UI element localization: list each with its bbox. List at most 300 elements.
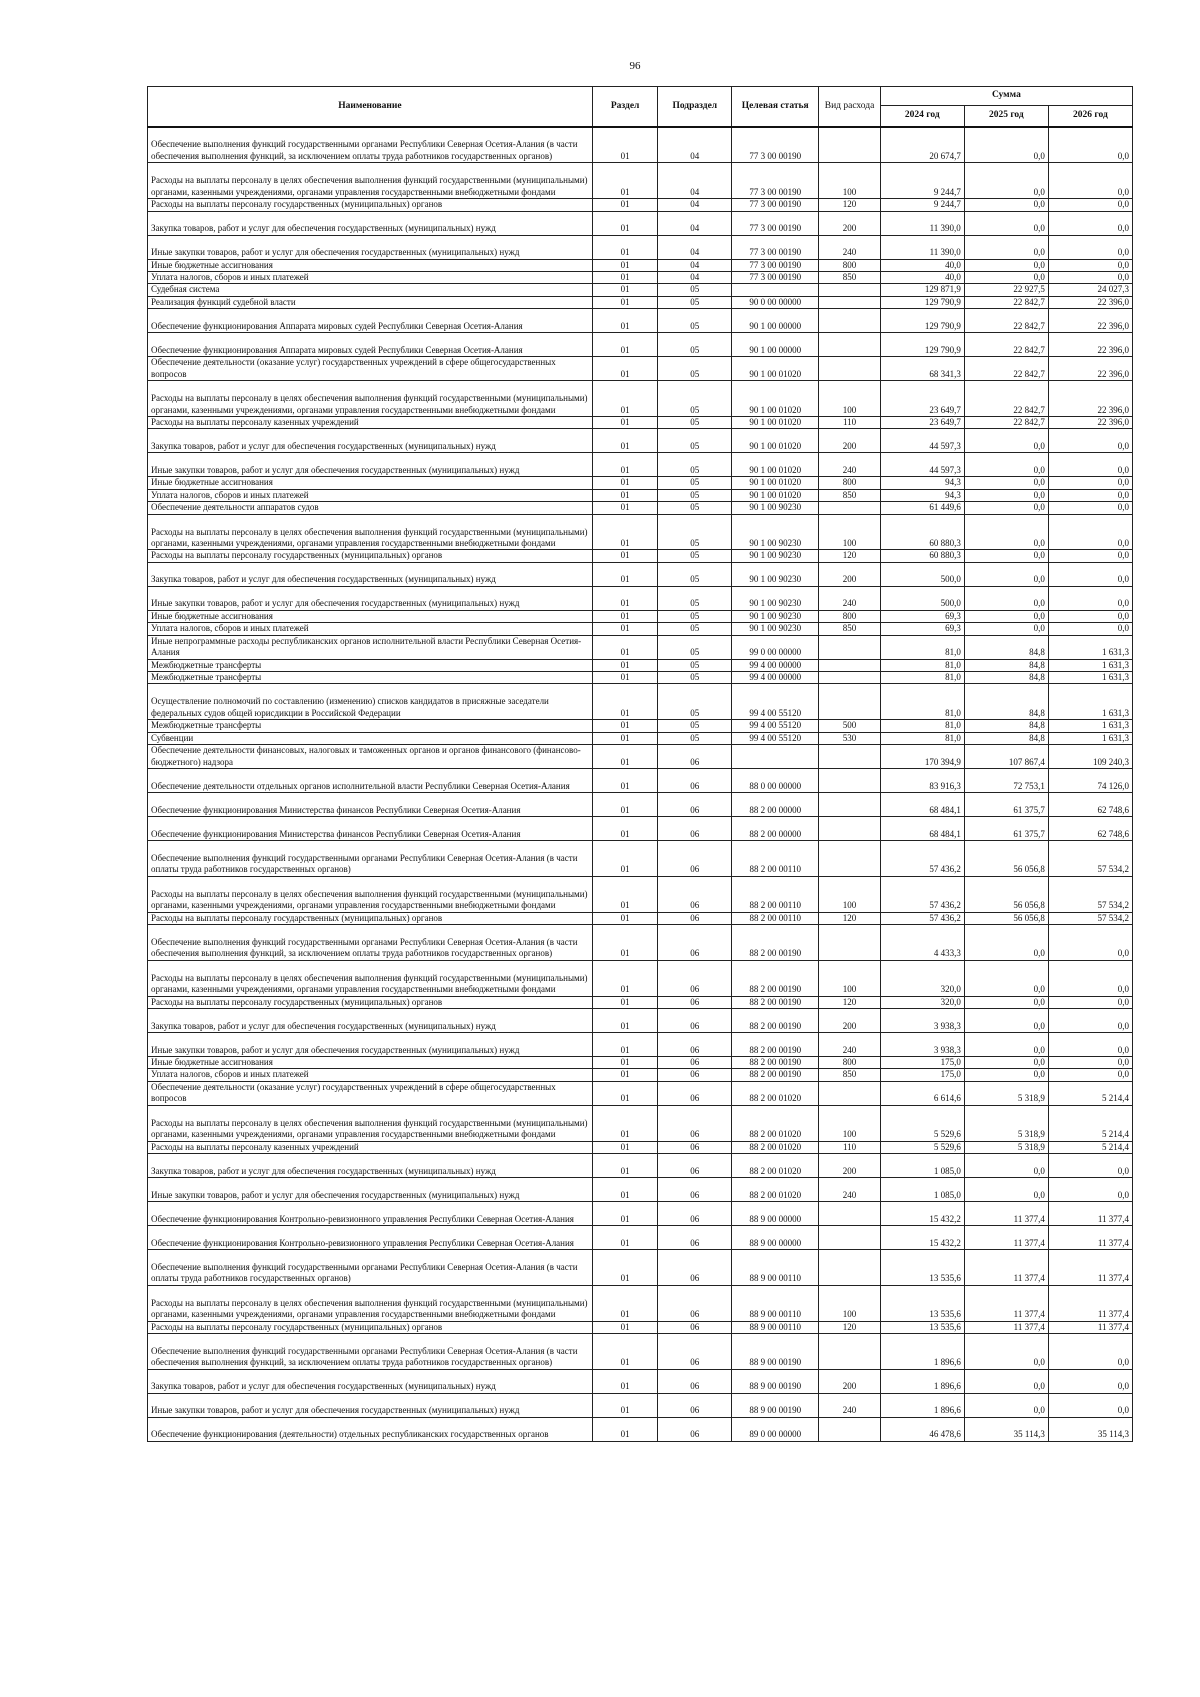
row-subsection: 06 [658, 1369, 732, 1393]
row-value-2026: 0,0 [1048, 502, 1132, 514]
row-value-2025: 0,0 [964, 1393, 1048, 1417]
row-value-2024: 57 436,2 [880, 876, 964, 912]
table-row [148, 1032, 1133, 1056]
row-expense-type: 200 [819, 211, 880, 235]
row-expense-type: 800 [819, 477, 880, 489]
row-value-2026: 35 114,3 [1048, 1417, 1132, 1441]
table-row [148, 1081, 1133, 1105]
row-value-2026: 5 214,4 [1048, 1081, 1132, 1105]
row-value-2025: 0,0 [964, 1069, 1048, 1081]
row-expense-type [819, 502, 880, 514]
row-subsection: 05 [658, 514, 732, 550]
row-name: Иные непрограммные расходы республиканских органов исполнительной власти Республики Северная Осетия-Алания [148, 635, 593, 659]
row-expense-type: 100 [819, 163, 880, 199]
row-section: 01 [592, 876, 658, 912]
row-name: Обеспечение деятельности финансовых, налоговых и таможенных органов и органов финансового (финансово-бюджетного) надзора [148, 744, 593, 768]
table-row [148, 1250, 1133, 1286]
row-subsection: 06 [658, 1032, 732, 1056]
row-subsection: 05 [658, 296, 732, 308]
row-value-2026: 0,0 [1048, 960, 1132, 996]
row-section: 01 [592, 562, 658, 586]
table-row [148, 477, 1133, 489]
row-subsection: 06 [658, 1250, 732, 1286]
row-target: 77 3 00 00190 [732, 235, 819, 259]
table-row [148, 996, 1133, 1008]
row-target: 90 1 00 90230 [732, 514, 819, 550]
row-subsection: 06 [658, 960, 732, 996]
row-value-2025: 0,0 [964, 960, 1048, 996]
row-name: Иные бюджетные ассигнования [148, 1056, 593, 1068]
row-value-2025: 22 842,7 [964, 309, 1048, 333]
row-subsection: 06 [658, 792, 732, 816]
row-value-2026: 0,0 [1048, 1369, 1132, 1393]
row-value-2024: 69,3 [880, 623, 964, 635]
table-row [148, 1154, 1133, 1178]
row-value-2025: 0,0 [964, 996, 1048, 1008]
row-name: Иные закупки товаров, работ и услуг для обеспечения государственных (муниципальных) нужд [148, 586, 593, 610]
row-expense-type [819, 333, 880, 357]
row-target: 88 2 00 00000 [732, 816, 819, 840]
row-expense-type: 200 [819, 562, 880, 586]
row-target: 88 0 00 00000 [732, 768, 819, 792]
table-row [148, 1369, 1133, 1393]
row-expense-type: 240 [819, 1032, 880, 1056]
table-row [148, 960, 1133, 996]
row-value-2024: 175,0 [880, 1056, 964, 1068]
row-value-2024: 13 535,6 [880, 1321, 964, 1333]
row-value-2025: 84,8 [964, 671, 1048, 683]
row-name: Обеспечение выполнения функций государственными органами Республики Северная Осетия-Алания (в части оплаты труда работников государственных органов) [148, 1250, 593, 1286]
row-value-2025: 0,0 [964, 211, 1048, 235]
row-value-2024: 13 535,6 [880, 1285, 964, 1321]
row-section: 01 [592, 635, 658, 659]
row-value-2024: 81,0 [880, 671, 964, 683]
row-section: 01 [592, 996, 658, 1008]
row-value-2025: 84,8 [964, 659, 1048, 671]
row-value-2025: 0,0 [964, 259, 1048, 271]
row-section: 01 [592, 502, 658, 514]
row-expense-type: 120 [819, 912, 880, 924]
row-name: Иные закупки товаров, работ и услуг для обеспечения государственных (муниципальных) нужд [148, 1178, 593, 1202]
row-expense-type: 100 [819, 381, 880, 417]
row-target [732, 284, 819, 296]
row-value-2025: 0,0 [964, 562, 1048, 586]
row-value-2026: 0,0 [1048, 1393, 1132, 1417]
row-expense-type: 200 [819, 429, 880, 453]
row-name: Расходы на выплаты персоналу государственных (муниципальных) органов [148, 996, 593, 1008]
row-name: Обеспечение выполнения функций государственными органами Республики Северная Осетия-Алания (в части оплаты труда работников государственных органов) [148, 840, 593, 876]
row-section: 01 [592, 357, 658, 381]
row-target: 88 2 00 01020 [732, 1154, 819, 1178]
row-name: Обеспечение функционирования Аппарата мировых судей Республики Северная Осетия-Алания [148, 333, 593, 357]
row-name: Обеспечение функционирования Министерства финансов Республики Северная Осетия-Алания [148, 792, 593, 816]
row-value-2024: 5 529,6 [880, 1105, 964, 1141]
row-name: Закупка товаров, работ и услуг для обеспечения государственных (муниципальных) нужд [148, 1154, 593, 1178]
row-name: Межбюджетные трансферты [148, 659, 593, 671]
row-value-2025: 56 056,8 [964, 912, 1048, 924]
table-row [148, 333, 1133, 357]
row-expense-type [819, 357, 880, 381]
row-name: Закупка товаров, работ и услуг для обеспечения государственных (муниципальных) нужд [148, 429, 593, 453]
row-target: 90 1 00 01020 [732, 489, 819, 501]
row-expense-type: 240 [819, 1178, 880, 1202]
row-value-2026: 57 534,2 [1048, 840, 1132, 876]
row-value-2024: 129 871,9 [880, 284, 964, 296]
row-section: 01 [592, 1369, 658, 1393]
row-value-2024: 129 790,9 [880, 296, 964, 308]
row-value-2025: 0,0 [964, 477, 1048, 489]
row-expense-type [819, 296, 880, 308]
row-value-2026: 1 631,3 [1048, 720, 1132, 732]
row-section: 01 [592, 671, 658, 683]
table-row [148, 623, 1133, 635]
row-name: Расходы на выплаты персоналу государственных (муниципальных) органов [148, 199, 593, 211]
row-value-2025: 0,0 [964, 502, 1048, 514]
row-target: 90 1 00 01020 [732, 357, 819, 381]
row-name: Обеспечение деятельности (оказание услуг) государственных учреждений в сфере общегосударственных вопросов [148, 357, 593, 381]
table-row [148, 502, 1133, 514]
row-value-2026: 74 126,0 [1048, 768, 1132, 792]
row-value-2026: 0,0 [1048, 199, 1132, 211]
row-section: 01 [592, 453, 658, 477]
row-name: Иные закупки товаров, работ и услуг для обеспечения государственных (муниципальных) нужд [148, 453, 593, 477]
table-row [148, 489, 1133, 501]
row-subsection: 06 [658, 876, 732, 912]
row-expense-type: 120 [819, 199, 880, 211]
table-row [148, 514, 1133, 550]
table-row [148, 1285, 1133, 1321]
header-2026: 2026 год [1048, 106, 1132, 128]
row-value-2026: 0,0 [1048, 1334, 1132, 1370]
table-body [148, 127, 1133, 1441]
row-expense-type [819, 924, 880, 960]
row-value-2024: 81,0 [880, 659, 964, 671]
row-section: 01 [592, 1250, 658, 1286]
row-value-2026: 22 396,0 [1048, 381, 1132, 417]
header-subsection: Подраздел [658, 87, 732, 128]
row-name: Обеспечение функционирования (деятельности) отдельных республиканских государственных органов [148, 1417, 593, 1441]
table-row [148, 720, 1133, 732]
row-value-2024: 1 896,6 [880, 1334, 964, 1370]
table-row [148, 1334, 1133, 1370]
row-section: 01 [592, 127, 658, 163]
row-expense-type [819, 127, 880, 163]
row-value-2025: 0,0 [964, 586, 1048, 610]
row-target: 99 4 00 55120 [732, 684, 819, 720]
row-value-2024: 40,0 [880, 271, 964, 283]
row-name: Обеспечение выполнения функций государственными органами Республики Северная Осетия-Алания (в части обеспечения выполнения функций, за исключением оплаты труда работников государственных органов) [148, 127, 593, 163]
row-name: Уплата налогов, сборов и иных платежей [148, 623, 593, 635]
row-value-2025: 0,0 [964, 199, 1048, 211]
row-value-2024: 68 484,1 [880, 816, 964, 840]
row-name: Расходы на выплаты персоналу казенных учреждений [148, 416, 593, 428]
row-value-2025: 22 842,7 [964, 416, 1048, 428]
row-value-2026: 24 027,3 [1048, 284, 1132, 296]
row-section: 01 [592, 514, 658, 550]
row-subsection: 05 [658, 623, 732, 635]
row-expense-type [819, 684, 880, 720]
row-expense-type: 530 [819, 732, 880, 744]
row-subsection: 05 [658, 562, 732, 586]
row-value-2025: 0,0 [964, 453, 1048, 477]
row-section: 01 [592, 489, 658, 501]
row-target: 77 3 00 00190 [732, 271, 819, 283]
row-subsection: 05 [658, 659, 732, 671]
table-row [148, 912, 1133, 924]
row-section: 01 [592, 659, 658, 671]
row-expense-type: 850 [819, 271, 880, 283]
row-section: 01 [592, 1285, 658, 1321]
row-value-2024: 20 674,7 [880, 127, 964, 163]
row-value-2026: 0,0 [1048, 1008, 1132, 1032]
row-section: 01 [592, 720, 658, 732]
row-value-2025: 5 318,9 [964, 1081, 1048, 1105]
row-target: 88 2 00 01020 [732, 1178, 819, 1202]
row-value-2026: 0,0 [1048, 477, 1132, 489]
row-name: Иные бюджетные ассигнования [148, 610, 593, 622]
row-value-2025: 0,0 [964, 610, 1048, 622]
table-row [148, 684, 1133, 720]
row-expense-type: 240 [819, 1393, 880, 1417]
row-expense-type: 200 [819, 1008, 880, 1032]
row-section: 01 [592, 1141, 658, 1153]
table-row [148, 284, 1133, 296]
row-subsection: 06 [658, 840, 732, 876]
row-subsection: 05 [658, 610, 732, 622]
row-target: 88 2 00 00190 [732, 1032, 819, 1056]
row-expense-type [819, 1081, 880, 1105]
row-target: 88 9 00 00190 [732, 1393, 819, 1417]
table-row [148, 744, 1133, 768]
row-value-2024: 1 896,6 [880, 1369, 964, 1393]
row-value-2025: 22 842,7 [964, 296, 1048, 308]
table-row [148, 924, 1133, 960]
row-value-2026: 22 396,0 [1048, 309, 1132, 333]
row-value-2025: 0,0 [964, 1369, 1048, 1393]
row-target: 88 2 00 00110 [732, 840, 819, 876]
row-value-2025: 0,0 [964, 1178, 1048, 1202]
table-row [148, 816, 1133, 840]
row-name: Иные бюджетные ассигнования [148, 477, 593, 489]
row-name: Расходы на выплаты персоналу государственных (муниципальных) органов [148, 550, 593, 562]
row-value-2024: 68 341,3 [880, 357, 964, 381]
row-subsection: 06 [658, 1226, 732, 1250]
row-subsection: 06 [658, 1285, 732, 1321]
row-value-2026: 0,0 [1048, 1056, 1132, 1068]
row-target: 88 2 00 00190 [732, 924, 819, 960]
table-row [148, 610, 1133, 622]
row-value-2024: 46 478,6 [880, 1417, 964, 1441]
row-value-2026: 22 396,0 [1048, 333, 1132, 357]
row-name: Уплата налогов, сборов и иных платежей [148, 271, 593, 283]
table-row [148, 792, 1133, 816]
row-value-2026: 0,0 [1048, 127, 1132, 163]
row-value-2025: 0,0 [964, 1154, 1048, 1178]
row-target: 90 1 00 01020 [732, 429, 819, 453]
table-row [148, 671, 1133, 683]
table-row [148, 876, 1133, 912]
row-value-2025: 5 318,9 [964, 1105, 1048, 1141]
row-target: 88 9 00 00000 [732, 1226, 819, 1250]
row-target: 99 4 00 00000 [732, 659, 819, 671]
row-subsection: 05 [658, 684, 732, 720]
row-value-2026: 1 631,3 [1048, 732, 1132, 744]
row-expense-type [819, 840, 880, 876]
table-row [148, 1069, 1133, 1081]
row-section: 01 [592, 1056, 658, 1068]
row-value-2024: 9 244,7 [880, 199, 964, 211]
row-target: 88 9 00 00190 [732, 1369, 819, 1393]
row-value-2024: 68 484,1 [880, 792, 964, 816]
row-section: 01 [592, 1069, 658, 1081]
row-name: Обеспечение функционирования Контрольно-ревизионного управления Республики Северная Осетия-Алания [148, 1226, 593, 1250]
row-section: 01 [592, 1334, 658, 1370]
row-name: Закупка товаров, работ и услуг для обеспечения государственных (муниципальных) нужд [148, 211, 593, 235]
header-sum: Сумма [880, 87, 1132, 106]
row-expense-type [819, 671, 880, 683]
table-row [148, 271, 1133, 283]
row-subsection: 06 [658, 1105, 732, 1141]
row-target: 88 2 00 00190 [732, 1008, 819, 1032]
row-subsection: 05 [658, 416, 732, 428]
row-subsection: 05 [658, 732, 732, 744]
row-subsection: 05 [658, 671, 732, 683]
row-value-2024: 81,0 [880, 635, 964, 659]
row-expense-type: 500 [819, 720, 880, 732]
row-target: 90 1 00 90230 [732, 562, 819, 586]
row-value-2024: 129 790,9 [880, 309, 964, 333]
table-row [148, 416, 1133, 428]
row-expense-type [819, 792, 880, 816]
row-value-2024: 1 085,0 [880, 1178, 964, 1202]
row-value-2026: 11 377,4 [1048, 1226, 1132, 1250]
row-value-2024: 81,0 [880, 720, 964, 732]
row-target: 90 1 00 90230 [732, 623, 819, 635]
row-subsection: 06 [658, 912, 732, 924]
row-name: Иные закупки товаров, работ и услуг для обеспечения государственных (муниципальных) нужд [148, 1393, 593, 1417]
row-value-2026: 0,0 [1048, 623, 1132, 635]
row-subsection: 06 [658, 1056, 732, 1068]
row-expense-type: 850 [819, 489, 880, 501]
row-target: 77 3 00 00190 [732, 163, 819, 199]
row-section: 01 [592, 1321, 658, 1333]
row-name: Расходы на выплаты персоналу в целях обеспечения выполнения функций государственными (муниципальными) органами, казенными учреждениями, органами управления государственными внебюджетными фондами [148, 163, 593, 199]
row-target [732, 744, 819, 768]
row-value-2024: 320,0 [880, 960, 964, 996]
row-section: 01 [592, 1032, 658, 1056]
table-row [148, 235, 1133, 259]
row-expense-type [819, 816, 880, 840]
row-expense-type: 120 [819, 996, 880, 1008]
row-expense-type: 850 [819, 1069, 880, 1081]
table-row [148, 1105, 1133, 1141]
row-value-2026: 0,0 [1048, 429, 1132, 453]
row-section: 01 [592, 924, 658, 960]
row-value-2026: 0,0 [1048, 211, 1132, 235]
row-section: 01 [592, 1393, 658, 1417]
row-value-2026: 0,0 [1048, 550, 1132, 562]
row-subsection: 05 [658, 489, 732, 501]
row-section: 01 [592, 235, 658, 259]
table-row [148, 163, 1133, 199]
row-value-2024: 23 649,7 [880, 416, 964, 428]
row-name: Обеспечение функционирования Министерства финансов Республики Северная Осетия-Алания [148, 816, 593, 840]
row-name: Расходы на выплаты персоналу государственных (муниципальных) органов [148, 1321, 593, 1333]
row-name: Закупка товаров, работ и услуг для обеспечения государственных (муниципальных) нужд [148, 1369, 593, 1393]
row-target: 90 1 00 90230 [732, 502, 819, 514]
row-value-2024: 4 433,3 [880, 924, 964, 960]
row-name: Расходы на выплаты персоналу государственных (муниципальных) органов [148, 912, 593, 924]
row-target: 90 1 00 90230 [732, 550, 819, 562]
row-name: Иные бюджетные ассигнования [148, 259, 593, 271]
row-subsection: 05 [658, 357, 732, 381]
row-value-2024: 500,0 [880, 562, 964, 586]
row-target: 88 9 00 00000 [732, 1202, 819, 1226]
row-section: 01 [592, 840, 658, 876]
row-section: 01 [592, 550, 658, 562]
row-value-2024: 3 938,3 [880, 1032, 964, 1056]
row-value-2024: 57 436,2 [880, 840, 964, 876]
row-value-2026: 11 377,4 [1048, 1202, 1132, 1226]
row-name: Расходы на выплаты персоналу в целях обеспечения выполнения функций государственными (муниципальными) органами, казенными учреждениями, органами управления государственными внебюджетными фондами [148, 381, 593, 417]
row-subsection: 06 [658, 1202, 732, 1226]
row-subsection: 04 [658, 127, 732, 163]
row-target: 90 1 00 00000 [732, 333, 819, 357]
row-section: 01 [592, 309, 658, 333]
row-subsection: 06 [658, 996, 732, 1008]
row-value-2025: 84,8 [964, 732, 1048, 744]
row-target: 88 2 00 01020 [732, 1141, 819, 1153]
row-section: 01 [592, 623, 658, 635]
table-row [148, 381, 1133, 417]
row-value-2024: 57 436,2 [880, 912, 964, 924]
row-target: 90 1 00 01020 [732, 477, 819, 489]
row-subsection: 06 [658, 1321, 732, 1333]
header-2025: 2025 год [964, 106, 1048, 128]
row-subsection: 05 [658, 502, 732, 514]
row-value-2026: 1 631,3 [1048, 635, 1132, 659]
row-name: Закупка товаров, работ и услуг для обеспечения государственных (муниципальных) нужд [148, 1008, 593, 1032]
row-expense-type [819, 768, 880, 792]
row-target: 90 1 00 01020 [732, 381, 819, 417]
row-section: 01 [592, 744, 658, 768]
row-target: 90 1 00 01020 [732, 416, 819, 428]
row-target: 90 1 00 01020 [732, 453, 819, 477]
row-value-2024: 9 244,7 [880, 163, 964, 199]
row-value-2025: 11 377,4 [964, 1285, 1048, 1321]
row-section: 01 [592, 163, 658, 199]
row-name: Межбюджетные трансферты [148, 671, 593, 683]
row-value-2026: 0,0 [1048, 271, 1132, 283]
row-value-2026: 11 377,4 [1048, 1285, 1132, 1321]
row-value-2024: 60 880,3 [880, 550, 964, 562]
row-section: 01 [592, 259, 658, 271]
row-section: 01 [592, 416, 658, 428]
row-value-2025: 0,0 [964, 623, 1048, 635]
row-subsection: 05 [658, 309, 732, 333]
row-section: 01 [592, 684, 658, 720]
row-target: 88 2 00 00190 [732, 1069, 819, 1081]
header-expense-type: Вид расхода [819, 87, 880, 128]
table-row [148, 1056, 1133, 1068]
row-value-2024: 500,0 [880, 586, 964, 610]
row-value-2025: 22 927,5 [964, 284, 1048, 296]
table-row [148, 635, 1133, 659]
row-value-2026: 0,0 [1048, 163, 1132, 199]
row-value-2025: 0,0 [964, 127, 1048, 163]
row-value-2025: 0,0 [964, 429, 1048, 453]
row-name: Иные закупки товаров, работ и услуг для обеспечения государственных (муниципальных) нужд [148, 235, 593, 259]
